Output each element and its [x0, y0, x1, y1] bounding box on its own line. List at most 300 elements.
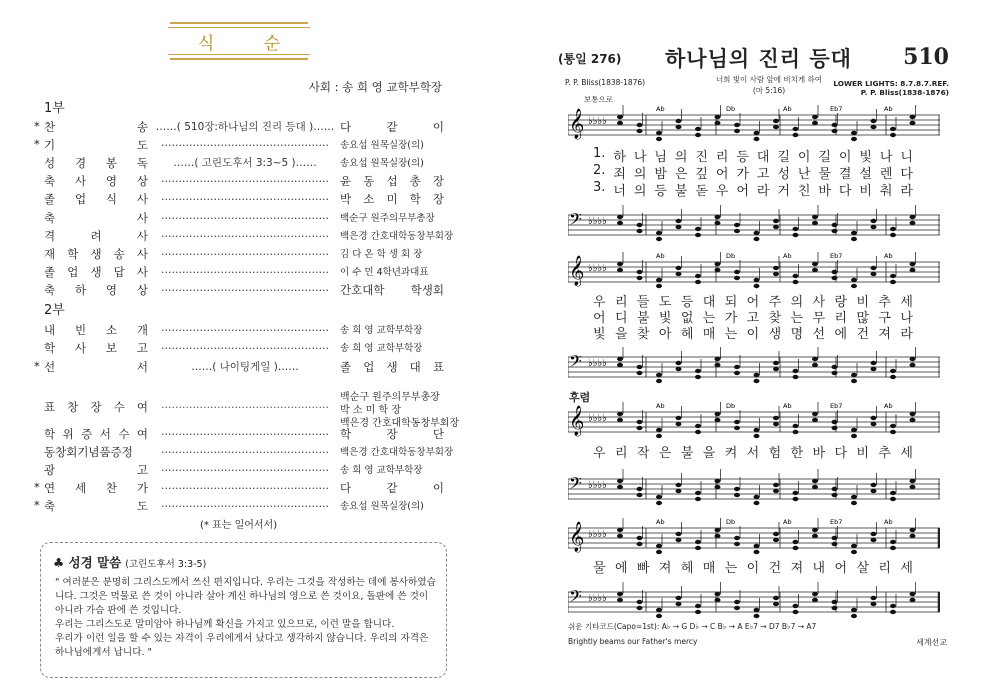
note-head — [734, 420, 740, 424]
note-head — [715, 534, 721, 538]
lyric-syllable: 명 — [790, 327, 804, 342]
chord-symbol: Db — [726, 518, 736, 526]
lyric-syllable: 어 — [834, 561, 848, 576]
note-head — [793, 280, 799, 284]
lyric-syllable: 진 — [695, 150, 708, 165]
program-person: 송 희 영 교학부학장 — [340, 465, 423, 477]
note-head — [754, 501, 760, 505]
lyric-syllable: 렌 — [879, 167, 893, 182]
note-head — [773, 361, 779, 365]
note-head — [617, 598, 623, 602]
program-detail: ……( 510장:하나님의 진리 등대 )…… — [155, 121, 335, 133]
note-head — [910, 363, 916, 367]
scripture-line: 하나님에게서 납니다. " — [55, 647, 152, 658]
standing-mark: * — [34, 480, 40, 495]
chord-symbol: Ab — [656, 518, 665, 526]
note-head — [851, 379, 857, 383]
note-head — [637, 229, 643, 233]
treble-clef-icon: 𝄞 — [569, 406, 585, 436]
lyric-syllable: 등 — [654, 184, 667, 199]
lyric-syllable: 에 — [614, 561, 628, 576]
chord-symbol: Ab — [783, 518, 792, 526]
note-head — [890, 430, 896, 434]
note-head — [812, 592, 818, 596]
lyric-syllable: 불 — [636, 311, 650, 326]
note-head — [773, 489, 779, 493]
note-head — [637, 493, 643, 497]
hymn-old-number: (통일 276) — [558, 52, 622, 66]
program-detail: ………………………………………… — [161, 480, 329, 493]
note-head — [812, 121, 818, 125]
note-head — [910, 534, 916, 538]
program-detail: ……( 고린도후서 3:3~5 )…… — [173, 157, 317, 170]
note-head — [871, 483, 877, 487]
program-person: 송요섭 원목실장(의) — [340, 140, 424, 152]
note-head — [637, 542, 643, 546]
note-head — [617, 534, 623, 538]
note-head — [656, 434, 662, 438]
note-head — [832, 371, 838, 375]
note-head — [890, 369, 896, 373]
note-head — [734, 493, 740, 497]
lyric-syllable: 길 — [777, 150, 790, 165]
note-head — [715, 592, 721, 596]
lyric-line — [593, 557, 913, 576]
lyric-syllable: 너 — [613, 184, 626, 199]
note-head — [832, 426, 838, 430]
note-head — [637, 270, 643, 274]
lyric-syllable: 은 — [658, 446, 672, 461]
note-head — [773, 483, 779, 487]
chord-symbol: Ab — [884, 252, 893, 260]
note-head — [656, 495, 662, 499]
bass-clef-icon: 𝄢 — [569, 586, 582, 610]
note-head — [773, 266, 779, 270]
note-head — [676, 272, 682, 276]
key-signature-icon: ♭♭♭♭ — [588, 529, 607, 540]
note-head — [871, 125, 877, 129]
note-head — [890, 497, 896, 501]
hymn-page — [498, 0, 986, 689]
lyric-syllable: 리 — [614, 295, 628, 310]
note-head — [637, 129, 643, 133]
lyric-syllable: 고 — [756, 167, 770, 182]
note-head — [754, 284, 760, 288]
note-head — [851, 373, 857, 377]
note-head — [910, 221, 916, 225]
lyric-syllable: 험 — [768, 446, 782, 461]
note-head — [890, 133, 896, 137]
lyric-syllable: 많 — [856, 311, 869, 326]
program-person: 박 소 미 학 장 — [340, 192, 444, 207]
note-head — [871, 538, 877, 542]
chord-symbol: Db — [726, 105, 736, 113]
note-head — [754, 428, 760, 432]
program-row — [34, 155, 444, 171]
note-head — [695, 610, 701, 614]
program-detail: ………………………………………… — [161, 173, 329, 186]
program-row — [34, 322, 444, 338]
lyric-syllable: 작 — [636, 446, 650, 461]
program-item: 졸 업 식 사 — [44, 192, 148, 207]
note-head — [715, 479, 721, 483]
note-head — [734, 223, 740, 227]
note-head — [656, 379, 662, 383]
note-head — [851, 501, 857, 505]
note-head — [656, 550, 662, 554]
note-head — [676, 416, 682, 420]
note-head — [617, 115, 623, 119]
lyric-syllable: 없 — [680, 311, 694, 326]
lyric-syllable: 을 — [702, 446, 716, 461]
note-head — [832, 123, 838, 127]
lyric-syllable: 바 — [818, 184, 831, 199]
note-head — [871, 489, 877, 493]
guitar-chords: 쉬운 기타코드(Capo=1st): A♭ → G D♭ → C B♭ → A E♭7 → D7 B♭7 → A7 — [568, 622, 817, 631]
note-head — [910, 115, 916, 119]
program-person: 김 다 온 학 생 회 장 — [340, 248, 423, 260]
key-signature-icon: ♭♭♭♭ — [588, 593, 607, 604]
note-head — [656, 608, 662, 612]
lyric-syllable: 의 — [633, 184, 647, 199]
note-head — [734, 542, 740, 546]
lyric-syllable: 져 — [878, 327, 891, 342]
program-person: 학 장 단 — [340, 427, 444, 441]
note-head — [910, 412, 916, 416]
key-signature-icon: ♭♭♭♭ — [588, 358, 607, 369]
note-head — [910, 215, 916, 219]
lyric-syllable: 깊 — [695, 167, 708, 182]
lyric-syllable: 이 — [746, 561, 760, 576]
note-head — [910, 485, 916, 489]
part1-label: 1부 — [44, 101, 65, 116]
lyric-syllable: 되 — [724, 295, 738, 310]
note-head — [773, 422, 779, 426]
note-head — [851, 434, 857, 438]
note-head — [617, 528, 623, 532]
program-item: 연 세 찬 가 — [44, 481, 148, 496]
note-head — [890, 604, 896, 608]
program-person: 송 희 영 교학부학장 — [340, 325, 423, 336]
lyric-syllable: 다 — [838, 184, 852, 199]
hymn-tempo: 보통으로 — [584, 95, 613, 104]
lyric-syllable: 난 — [797, 167, 811, 182]
note-head — [832, 365, 838, 369]
scripture-reference: (고린도후서 3:3-5) — [125, 559, 207, 570]
note-head — [695, 133, 701, 137]
lyric-syllable: 세 — [900, 295, 913, 310]
program-item: 축 도 — [44, 499, 148, 514]
note-head — [871, 119, 877, 123]
note-head — [656, 237, 662, 241]
lyric-syllable: 가 — [724, 311, 738, 326]
program-item: 기 도 — [44, 138, 148, 153]
lyric-syllable: 라 — [900, 327, 913, 342]
note-head — [812, 268, 818, 272]
lyric-syllable: 매 — [702, 561, 716, 576]
note-head — [734, 371, 740, 375]
program-item: 졸 업 생 답 사 — [44, 264, 148, 279]
note-head — [793, 491, 799, 495]
lyric-syllable: 들 — [636, 295, 650, 310]
note-head — [890, 424, 896, 428]
note-head — [715, 363, 721, 367]
note-head — [676, 219, 682, 223]
chord-symbol: Eb7 — [830, 105, 843, 113]
note-head — [676, 225, 682, 229]
note-head — [812, 357, 818, 361]
lyric-syllable: 져 — [658, 561, 672, 576]
presider: 사회 : 송 희 영 교학부학장 — [308, 80, 442, 94]
program-title: 식 순 — [197, 33, 303, 54]
lyric-syllable: 밤 — [654, 167, 667, 182]
note-head — [637, 536, 643, 540]
program-person: 이 수 민 4학년과대표 — [340, 266, 429, 278]
note-head — [793, 133, 799, 137]
lyric-syllable: 길 — [818, 150, 831, 165]
program-item: 성 경 봉 독 — [44, 156, 148, 171]
program-detail: ………………………………………… — [161, 281, 329, 294]
program-title-box — [170, 22, 308, 60]
note-head — [676, 602, 682, 606]
standing-note: (* 표는 일어서서) — [200, 520, 278, 531]
lyric-syllable: 우 — [593, 295, 606, 310]
note-head — [910, 418, 916, 422]
note-head — [695, 604, 701, 608]
lyric-syllable: 주 — [768, 295, 782, 310]
lyric-syllable: 는 — [724, 327, 738, 342]
note-head — [754, 237, 760, 241]
scripture-line: " 여러분은 분명히 그리스도께서 쓰신 편지입니다. 우리는 그것을 작성하는 데에 봉사하였습 — [55, 577, 436, 588]
note-head — [715, 528, 721, 532]
lyric-syllable: 의 — [674, 150, 688, 165]
lyric-syllable: 켜 — [724, 446, 738, 461]
note-head — [890, 491, 896, 495]
lyric-syllable: 고 — [746, 311, 760, 326]
program-item: 축 사 영 상 — [44, 174, 148, 189]
chord-symbol: Ab — [783, 252, 792, 260]
lyric-syllable: 가 — [736, 167, 749, 182]
note-head — [832, 600, 838, 604]
lyric-syllable: 우 — [593, 446, 606, 461]
program-row — [34, 264, 444, 280]
treble-staff — [568, 250, 940, 290]
note-head — [910, 592, 916, 596]
lyric-syllable: 추 — [878, 295, 891, 310]
award-person: 백은경 간호대학동창부회장 — [340, 418, 460, 429]
note-head — [851, 608, 857, 612]
lyric-syllable: 어 — [715, 167, 729, 182]
program-row — [34, 462, 444, 478]
note-head — [773, 532, 779, 536]
lyric-syllable: 건 — [856, 327, 869, 342]
note-head — [734, 487, 740, 491]
note-head — [617, 412, 623, 416]
note-head — [695, 369, 701, 373]
lyric-syllable: 건 — [768, 561, 782, 576]
lyric-syllable: 빛 — [593, 327, 606, 342]
lyric-syllable: 서 — [746, 446, 760, 461]
note-head — [617, 479, 623, 483]
note-head — [754, 231, 760, 235]
treble-clef-icon: 𝄞 — [569, 522, 585, 552]
note-head — [871, 266, 877, 270]
lyric-syllable: 어 — [736, 184, 749, 199]
award-item: 표 창 장 수 여 — [44, 400, 148, 414]
lyric-syllable: 죄 — [613, 167, 626, 182]
note-head — [676, 266, 682, 270]
note-head — [695, 546, 701, 550]
lyric-syllable: 대 — [702, 295, 716, 310]
program-detail: ………………………………………… — [161, 498, 329, 511]
note-head — [754, 137, 760, 141]
note-head — [637, 276, 643, 280]
note-head — [910, 268, 916, 272]
note-head — [676, 489, 682, 493]
note-head — [890, 274, 896, 278]
hymn-meter-composer: P. P. Bliss(1838-1876) — [860, 88, 949, 97]
lyric-syllable: 다 — [900, 167, 913, 182]
lyric-syllable: 세 — [900, 561, 913, 576]
hymn-number: 510 — [903, 44, 949, 70]
lyric-syllable: 어 — [593, 311, 606, 326]
note-head — [812, 598, 818, 602]
program-detail: ………………………………………… — [161, 263, 329, 276]
note-head — [812, 485, 818, 489]
bass-staff — [568, 345, 940, 385]
note-head — [637, 371, 643, 375]
lyric-syllable: 을 — [614, 327, 628, 342]
lyric-syllable: 1. — [593, 146, 606, 161]
note-head — [695, 227, 701, 231]
note-head — [812, 418, 818, 422]
note-head — [773, 119, 779, 123]
note-head — [890, 233, 896, 237]
note-head — [832, 420, 838, 424]
note-head — [832, 229, 838, 233]
note-head — [656, 614, 662, 618]
note-head — [851, 550, 857, 554]
lyric-syllable: 이 — [838, 150, 852, 165]
note-head — [910, 121, 916, 125]
note-head — [656, 284, 662, 288]
lyric-syllable: 우 — [715, 184, 729, 199]
lyric-line — [593, 442, 913, 461]
program-item: 축 사 — [44, 210, 148, 225]
note-head — [773, 225, 779, 229]
note-head — [793, 227, 799, 231]
lyric-syllable: 2. — [593, 163, 606, 178]
note-head — [851, 137, 857, 141]
lyric-syllable: 나 — [900, 311, 913, 326]
program-person: 송요섭 원목실장(의) — [340, 158, 424, 170]
chord-symbol: Eb7 — [830, 252, 843, 260]
program-detail: ………………………………………… — [161, 191, 329, 204]
chord-symbol: Eb7 — [830, 518, 843, 526]
note-head — [793, 540, 799, 544]
program-detail: ……( 나이팅게일 )…… — [191, 360, 299, 373]
program-row — [34, 359, 444, 375]
lyric-syllable: 3. — [593, 180, 606, 195]
lyric-syllable: 추 — [878, 446, 891, 461]
note-head — [754, 278, 760, 282]
note-head — [793, 546, 799, 550]
program-row — [34, 480, 444, 496]
program-row — [34, 173, 444, 189]
lyric-syllable: 라 — [756, 184, 770, 199]
note-head — [695, 424, 701, 428]
program-detail: ………………………………………… — [161, 426, 329, 438]
note-head — [695, 430, 701, 434]
note-head — [812, 215, 818, 219]
note-head — [734, 129, 740, 133]
note-head — [637, 123, 643, 127]
note-head — [832, 542, 838, 546]
program-row — [34, 498, 444, 514]
key-signature-icon: ♭♭♭♭ — [588, 116, 607, 127]
note-head — [676, 596, 682, 600]
note-head — [715, 221, 721, 225]
scripture-heading-text: ♣ 성경 말씀 — [53, 555, 122, 570]
bass-clef-icon: 𝄢 — [569, 351, 582, 375]
lyric-syllable: 생 — [768, 327, 782, 342]
lyric-syllable: 비 — [859, 184, 872, 199]
note-head — [656, 137, 662, 141]
program-person: 윤 동 섭 총 장 — [340, 174, 444, 189]
scripture-line: 니다. 그것은 먹물로 쓴 것이 아니라 살아 계신 하나님의 영으로 쓴 것이요, 돌판에 쓴 것이 — [55, 591, 429, 602]
lyric-line — [593, 323, 913, 342]
note-head — [617, 221, 623, 225]
bass-staff — [568, 467, 940, 507]
note-head — [695, 540, 701, 544]
hymn-category: 세계선교 — [916, 638, 947, 647]
note-head — [754, 373, 760, 377]
program-person: 다 같 이 — [340, 120, 444, 134]
lyric-syllable: 선 — [812, 327, 826, 342]
program-detail: ………………………………………… — [161, 322, 329, 334]
bass-clef-icon: 𝄢 — [569, 209, 582, 233]
lyric-syllable: 불 — [674, 184, 688, 199]
note-head — [695, 127, 701, 131]
lyric-syllable: 비 — [856, 295, 869, 310]
note-head — [793, 369, 799, 373]
note-head — [910, 262, 916, 266]
note-head — [773, 367, 779, 371]
lyric-syllable: 의 — [633, 167, 647, 182]
standing-mark: * — [34, 498, 40, 513]
note-head — [637, 223, 643, 227]
program-item: 학 위 증 서 수 여 — [44, 427, 148, 441]
program-item: 선 서 — [44, 359, 148, 374]
note-head — [851, 544, 857, 548]
standing-mark: * — [34, 137, 40, 152]
note-head — [793, 604, 799, 608]
lyric-syllable: 어 — [746, 295, 760, 310]
lyric-syllable: 니 — [900, 150, 913, 165]
program-page — [0, 0, 480, 689]
lyric-syllable: 이 — [746, 327, 760, 342]
note-head — [617, 418, 623, 422]
scripture-line: 우리가 이런 일을 할 수 있는 자격이 우리에게서 났다고 생각하지 않습니다. 우리의 자격은 — [55, 633, 429, 644]
lyric-syllable: 사 — [812, 295, 826, 310]
treble-clef-icon: 𝄞 — [569, 109, 585, 139]
note-head — [754, 550, 760, 554]
note-head — [734, 123, 740, 127]
note-head — [734, 365, 740, 369]
program-person: 간호대학 학생회 — [340, 282, 444, 297]
note-head — [754, 434, 760, 438]
note-head — [793, 424, 799, 428]
